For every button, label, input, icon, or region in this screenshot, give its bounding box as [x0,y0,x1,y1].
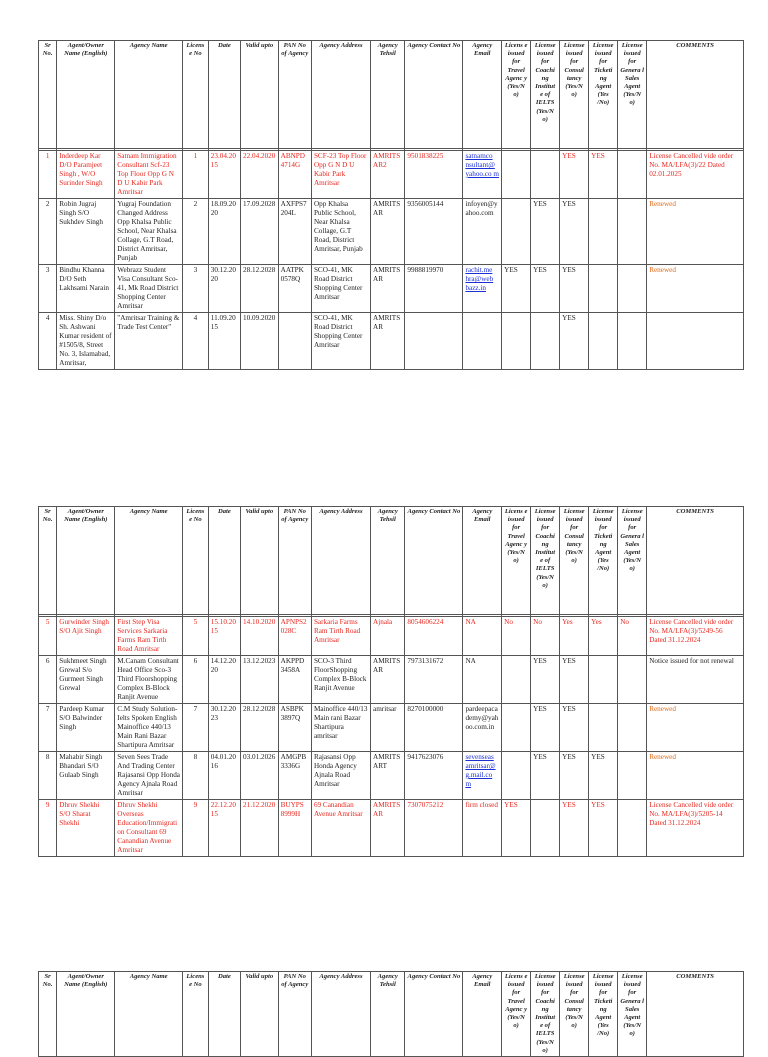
ticketing-agent-cell: YES [589,800,618,857]
agency-email-cell [463,313,502,370]
table-row [39,265,744,313]
header-ticketing-agent: License issued for Ticketi ng Agent (Yes /No) [589,507,618,615]
header-coaching-ielts: License issued for Coachi ng Institut e of IELTS (Yes/N o) [531,41,560,149]
sr-no-cell: 7 [39,704,57,752]
pan-no-cell: AXFPS7 204L [278,199,311,265]
header-row [39,41,744,149]
license-no-cell: 5 [183,617,209,656]
valid-upto-cell: 21.12.2020 [241,800,279,857]
header-coaching-ielts: License issued for Coachi ng Institut e of IELTS (Yes/N o) [531,507,560,615]
agency-tehsil-cell: AMRITS AR [371,800,405,857]
header-agency-email: Agency Email [463,41,502,149]
license-no-cell: 3 [183,265,209,313]
header-owner-name: Agent/Owner Name (English) [57,41,115,149]
sr-no-cell: 8 [39,752,57,800]
header-license-no: Licens e No [183,41,209,149]
header-comments: COMMENTS [647,507,744,615]
table-row [39,617,744,656]
agency-email-cell: NA [463,617,502,656]
contact-no-cell [405,313,463,370]
header-agency-address: Agency Address [311,41,370,149]
register-table-page-2 [38,506,744,857]
comments-cell [647,313,744,370]
header-sr-no: Sr No. [39,972,57,1057]
travel-agency-cell [502,151,531,199]
date-cell: 23.04.2015 [208,151,240,199]
comments-cell: Renewed [647,752,744,800]
travel-agency-cell [502,656,531,704]
header-agency-tehsil: Agency Tehsil [371,507,405,615]
valid-upto-cell: 03.01.2026 [241,752,279,800]
header-pan-no: PAN No of Agency [278,41,311,149]
agency-tehsil-cell: AMRITS AR [371,265,405,313]
coaching-ielts-cell [531,151,560,199]
pan-no-cell: BUYPS 8999H [278,800,311,857]
contact-no-cell: 8270100000 [405,704,463,752]
ticketing-agent-cell [589,313,618,370]
email-link[interactable]: rachit.me hra@web bazz.in [465,266,494,292]
owner-name-cell: Bindhu Khanna D/O Seth Lakhsami Narain [57,265,115,313]
header-agency-address: Agency Address [311,972,370,1057]
owner-name-cell: Inderdeep Kar D/O Paramjeet Singh , W/O Surinder Singh [57,151,115,199]
coaching-ielts-cell: YES [531,199,560,265]
owner-name-cell: Dhruv Shekhi S/O Sharat Shekhi [57,800,115,857]
header-travel-agency: Licens e issued for Travel Agenc y (Yes/N o) [502,507,531,615]
header-general-sales-agent: License issued for Genera l Sales Agent (Yes/N o) [618,41,647,149]
agency-email-cell: NA [463,656,502,704]
agency-name-cell: Satnam Immigration Consultant Scf-23 Top Floor Opp G N D U Kabir Park Amritsar [115,151,183,199]
contact-no-cell: 8054606224 [405,617,463,656]
header-agency-email: Agency Email [463,972,502,1057]
agency-address-cell: SCO-3 Third FloorShopping Complex B-Block Ranjit Avenue [311,656,370,704]
agency-address-cell: Opp Khalsa Public School, Near Khalsa Collage, G.T Road, District Amritsar, Punjab [311,199,370,265]
header-owner-name: Agent/Owner Name (English) [57,507,115,615]
header-ticketing-agent: License issued for Ticketi ng Agent (Yes /No) [589,41,618,149]
header-valid-upto: Valid upto [241,507,279,615]
header-consultancy: License issued for Consul tancy (Yes/N o) [560,972,589,1057]
email-link[interactable]: satnamco nsultant@ yahoo.co m [465,152,499,178]
sr-no-cell: 6 [39,656,57,704]
license-no-cell: 6 [183,656,209,704]
header-agency-name: Agency Name [115,507,183,615]
comments-cell: Renewed [647,199,744,265]
agency-tehsil-cell: AMRITS ART [371,752,405,800]
license-no-cell: 2 [183,199,209,265]
header-ticketing-agent: License issued for Ticketi ng Agent (Yes /No) [589,972,618,1057]
header-agency-email: Agency Email [463,507,502,615]
agency-email-cell [463,752,502,800]
header-pan-no: PAN No of Agency [278,972,311,1057]
contact-no-cell: 9417623076 [405,752,463,800]
valid-upto-cell: 14.10.2020 [241,617,279,656]
agency-tehsil-cell: AMRITS AR [371,199,405,265]
ticketing-agent-cell [589,199,618,265]
agency-email-cell: firm closed [463,800,502,857]
agency-email-cell: infoyen@y ahoo.com [463,199,502,265]
agency-tehsil-cell: Ajnala [371,617,405,656]
header-pan-no: PAN No of Agency [278,507,311,615]
consultancy-cell: YES [560,704,589,752]
agency-name-cell: First Step Visa Services Sarkaria Farms Ram Tirth Road Amritsar [115,617,183,656]
header-coaching-ielts: License issued for Coachi ng Institut e of IELTS (Yes/N o) [531,972,560,1057]
general-sales-agent-cell [618,656,647,704]
owner-name-cell: Gurwinder Singh S/O Ajit Singh [57,617,115,656]
contact-no-cell: 9988819970 [405,265,463,313]
header-agency-name: Agency Name [115,972,183,1057]
sr-no-cell: 9 [39,800,57,857]
header-travel-agency: Licens e issued for Travel Agenc y (Yes/N o) [502,972,531,1057]
header-date: Date [208,41,240,149]
agency-name-cell: Yugraj Foundation Changed Address Opp Khalsa Public School, Near Khalsa Collage, G.T Road, District Amritsar, Punjab [115,199,183,265]
general-sales-agent-cell [618,752,647,800]
pan-no-cell: AMGPB 3336G [278,752,311,800]
valid-upto-cell: 22.04.2020 [241,151,279,199]
valid-upto-cell: 28.12.2028 [241,704,279,752]
agency-name-cell: "Amritsar Training & Trade Test Center" [115,313,183,370]
header-comments: COMMENTS [647,972,744,1057]
agency-name-cell: Dhruv Shekhi Overseas Education/Immigration Consultant 69 Canandian Avenue Amritsar [115,800,183,857]
owner-name-cell: Pardeep Kumar S/O Balwinder Singh [57,704,115,752]
header-owner-name: Agent/Owner Name (English) [57,972,115,1057]
table-row [39,800,744,857]
coaching-ielts-cell: YES [531,265,560,313]
general-sales-agent-cell [618,800,647,857]
header-valid-upto: Valid upto [241,41,279,149]
agency-address-cell: Mainoffice 440/13 Main rani Bazar Shartipura amritsar [311,704,370,752]
comments-cell: Notice issued for not renewal [647,656,744,704]
agency-address-cell: SCO-41, MK Road District Shopping Center Amritsar [311,313,370,370]
comments-cell: Renewed [647,704,744,752]
coaching-ielts-cell: YES [531,752,560,800]
header-agency-tehsil: Agency Tehsil [371,972,405,1057]
header-comments: COMMENTS [647,41,744,149]
coaching-ielts-cell: YES [531,656,560,704]
ticketing-agent-cell: YES [589,752,618,800]
pan-no-cell [278,313,311,370]
agency-name-cell: Seven Sees Trade And Trading Center Rajasansi Opp Honda Agency Ajnala Road Amritsar [115,752,183,800]
contact-no-cell: 7973131672 [405,656,463,704]
ticketing-agent-cell [589,265,618,313]
consultancy-cell: Yes [560,617,589,656]
agency-address-cell: Sarkaria Farms Ram Tirth Road Amritsar [311,617,370,656]
header-general-sales-agent: License issued for Genera l Sales Agent (Yes/N o) [618,972,647,1057]
header-valid-upto: Valid upto [241,972,279,1057]
pan-no-cell: AKPPD 3458A [278,656,311,704]
header-sr-no: Sr No. [39,41,57,149]
agency-name-cell: Webrazz Student Visa Consultant Sco-41, Mk Road District Shopping Center Amritsar [115,265,183,313]
pan-no-cell: AATPK 0578Q [278,265,311,313]
agency-name-cell: M.Canam Consultant Head Office Sco-3 Third Floorshopping Complex B-Block Ranjit Avenue [115,656,183,704]
header-license-no: Licens e No [183,972,209,1057]
general-sales-agent-cell [618,313,647,370]
agency-address-cell: SCO-41, MK Road District Shopping Center Amritsar [311,265,370,313]
travel-agency-cell [502,704,531,752]
table-row [39,151,744,199]
date-cell: 30.12.2023 [208,704,240,752]
header-agency-name: Agency Name [115,41,183,149]
travel-agency-cell: YES [502,265,531,313]
email-link[interactable]: sevenseas amritsar@ g.mail.co m [465,753,496,788]
general-sales-agent-cell [618,151,647,199]
agency-email-cell [463,265,502,313]
coaching-ielts-cell: YES [531,704,560,752]
consultancy-cell: YES [560,199,589,265]
agency-address-cell: Rajasansi Opp Honda Agency Ajnala Road Amritsar [311,752,370,800]
travel-agency-cell [502,199,531,265]
ticketing-agent-cell [589,656,618,704]
agency-tehsil-cell: AMRITS AR [371,313,405,370]
date-cell: 14.12.2020 [208,656,240,704]
consultancy-cell: YES [560,656,589,704]
general-sales-agent-cell [618,265,647,313]
header-date: Date [208,972,240,1057]
table-row [39,199,744,265]
contact-no-cell: 9356005144 [405,199,463,265]
general-sales-agent-cell [618,704,647,752]
agency-address-cell: 69 Canandian Avenue Amritsar [311,800,370,857]
coaching-ielts-cell: No [531,617,560,656]
license-no-cell: 7 [183,704,209,752]
date-cell: 15.10.2015 [208,617,240,656]
agency-tehsil-cell: amritsar [371,704,405,752]
agency-address-cell: SCF-23 Top Floor Opp G N D U Kabir Park Amritsar [311,151,370,199]
agency-email-cell: pardeepaca demy@yah oo.com.in [463,704,502,752]
header-contact-no: Agency Contact No [405,41,463,149]
agency-tehsil-cell: AMRITS AR2 [371,151,405,199]
sr-no-cell: 3 [39,265,57,313]
header-license-no: Licens e No [183,507,209,615]
consultancy-cell: YES [560,752,589,800]
license-no-cell: 1 [183,151,209,199]
travel-agency-cell [502,313,531,370]
header-consultancy: License issued for Consul tancy (Yes/N o) [560,507,589,615]
header-row [39,507,744,615]
comments-cell: Renewed [647,265,744,313]
header-contact-no: Agency Contact No [405,507,463,615]
table-row [39,313,744,370]
agency-tehsil-cell: AMRITS AR [371,656,405,704]
travel-agency-cell: No [502,617,531,656]
consultancy-cell: YES [560,800,589,857]
sr-no-cell: 5 [39,617,57,656]
table-row [39,752,744,800]
consultancy-cell: YES [560,313,589,370]
header-contact-no: Agency Contact No [405,972,463,1057]
agency-name-cell: C.M Study Solution-Ielts Spoken English Mainoffice 440/13 Main Rani Bazar Shartipura Amritsar [115,704,183,752]
valid-upto-cell: 13.12.2023 [241,656,279,704]
date-cell: 11.09.2015 [208,313,240,370]
contact-no-cell: 9501838225 [405,151,463,199]
date-cell: 18.09.2020 [208,199,240,265]
table-row [39,656,744,704]
pan-no-cell: ASBPK 3897Q [278,704,311,752]
header-sr-no: Sr No. [39,507,57,615]
table-row [39,704,744,752]
header-row [39,972,744,1057]
sr-no-cell: 2 [39,199,57,265]
travel-agency-cell: YES [502,800,531,857]
valid-upto-cell: 28.12.2028 [241,265,279,313]
ticketing-agent-cell [589,704,618,752]
travel-agency-cell [502,752,531,800]
header-travel-agency: Licens e issued for Travel Agenc y (Yes/N o) [502,41,531,149]
coaching-ielts-cell [531,800,560,857]
pan-no-cell: ABNPD 4714G [278,151,311,199]
sr-no-cell: 1 [39,151,57,199]
header-agency-address: Agency Address [311,507,370,615]
register-table-page-1 [38,40,744,370]
consultancy-cell: YES [560,151,589,199]
register-table-page-3-header [38,971,744,1057]
comments-cell: License Cancelled vide order No. MA/LFA(3)/5249-56 Dated 31.12.2024 [647,617,744,656]
owner-name-cell: Robin Jugraj Singh S/O Sukhdev Singh [57,199,115,265]
header-general-sales-agent: License issued for Genera l Sales Agent (Yes/N o) [618,507,647,615]
license-no-cell: 8 [183,752,209,800]
sr-no-cell: 4 [39,313,57,370]
date-cell: 30.12.2020 [208,265,240,313]
ticketing-agent-cell: YES [589,151,618,199]
header-agency-tehsil: Agency Tehsil [371,41,405,149]
contact-no-cell: 7307075212 [405,800,463,857]
valid-upto-cell: 17.09.2028 [241,199,279,265]
owner-name-cell: Sukhmeet Singh Grewal S/o Gurmeet Singh Grewal [57,656,115,704]
date-cell: 22.12.2015 [208,800,240,857]
general-sales-agent-cell: No [618,617,647,656]
owner-name-cell: Miss. Shiny D/o Sh. Ashwani Kumar resident of #1505/8, Street No. 3, Islamabad, Amritsar, [57,313,115,370]
owner-name-cell: Mahabir Singh Bhandari S/O Gulaab Singh [57,752,115,800]
header-date: Date [208,507,240,615]
valid-upto-cell: 10.09.2020 [241,313,279,370]
ticketing-agent-cell: Yes [589,617,618,656]
general-sales-agent-cell [618,199,647,265]
comments-cell: License Cancelled vide order No. MA/LFA(3)/22 Dated 02.01.2025 [647,151,744,199]
pan-no-cell: APNPS2 028C [278,617,311,656]
header-consultancy: License issued for Consul tancy (Yes/N o) [560,41,589,149]
coaching-ielts-cell [531,313,560,370]
license-no-cell: 9 [183,800,209,857]
date-cell: 04.01.2016 [208,752,240,800]
consultancy-cell: YES [560,265,589,313]
comments-cell: License Cancelled vide order No. MA/LFA(3)/5205-14 Dated 31.12.2024 [647,800,744,857]
agency-email-cell [463,151,502,199]
license-no-cell: 4 [183,313,209,370]
